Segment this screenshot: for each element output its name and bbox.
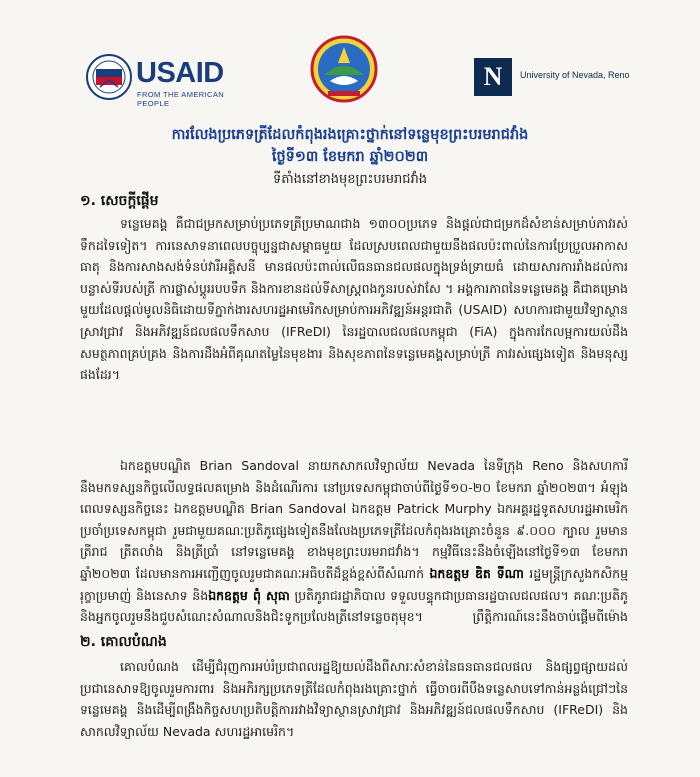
unr-n-mark: N [474,58,512,96]
paragraph-text: ទន្លេមេគង្គ គឺជាជម្រកសម្រាប់ប្រភេទត្រីប្រមាណជាង ១៣០០ប្រភេទ និងផ្តល់ជាជម្រកដ៏សំខាន់សម្រាប់ភាវរស់ទឹកដទៃទៀត។ ការនេសាទនាពេលបច្ចុប្បន្នជាសម្ពាធមួយ ដែលស្របពេលជាមួយនឹងផលប៉ះពាល់នៃការប្រែប្រួលអាកាសធាតុ និងការសាងសង់ទំនប់វារីអគ្គិសនី មានផលប៉ះពាល់លើធនធានជលផលក្នុងទ្រង់ទ្រាយធំ ដោយសារការរាំងដល់ការបន្លាស់ទីរបស់ត្រី ការផ្លាស់ប្តូររបបទឹក និងការខានដល់ទីសាស្រ្តពងកូនរបស់វាសែ ។ អង្គការភាពនៃទន្លេមេគង្គ គឺជាគម្រោងមួយដែលផ្តល់មូលនិធិដោយទីភ្នាក់ងារសហរដ្ឋអាមេរិកសម្រាប់ការអភិវឌ្ឍន៍អន្តរជាតិ (USAID) សហការជាមួយវិទ្យាស្ថានស្រាវជ្រាវ និងអភិវឌ្ឍន៍ជលផលទឹកសាប (IFReDI) នៃរដ្ឋបាលជលផលកម្ពុជា (FiA) ក្នុងការកែលម្អការយល់ដឹង សមត្ថភាពគ្រប់គ្រង និងការដឹងអំពីគុណតម្លៃនៃមុខងារ និងសុខភាពនៃទន្លេមេគង្គសម្រាប់ត្រី ភាវរស់ផ្សេងទៀត និងមនុស្សផងដែរ។ [80,216,628,383]
delegate-name: ឯកឧត្តម ពុំ សុធា [208,587,290,603]
paragraph-text: ឯកឧត្តមបណ្ឌិត Brian Sandoval នាយកសាកលវិទ្យាល័យ Nevada នៃទីក្រុង Reno និងសហការី នឹងមកទស្សនកិច្ចលើលទ្ធផលគម្រោង និងដំណើរការ នៅប្រទេសកម្ពុជាចាប់ពីថ្ងៃទី១០-២០ ខែមករា ឆ្នាំ២០២៣។ អំឡុងពេលទស្សនកិច្ចនេះ ឯកឧត្តមបណ្ឌិត Brian Sandoval ឯកឧត្តម Patrick Murphy ឯកអគ្គរដ្ឋទូតសហរដ្ឋអាមេរិកប្រចាំប្រទេសកម្ពុជា រួមជាមួយគណៈប្រតិភូផ្សេងទៀតនឹងលែងប្រភេទត្រីដែលកំពុងរងគ្រោះចំនួន ៩.០០០ ក្បាល រួមមានត្រីរាជ ត្រីតលាំង និងត្រីប្រាំ នៅទន្លេមេគង្គ ខាងមុខព្រះបរមរាជវាំង។ កម្មវិធីនេះនឹងចំឡើងនៅថ្ងៃទី១៣ ខែមករា ឆ្នាំ២០២៣ ដែលមានការអញ្ជើញចូលរួមជាគណៈអធិបតីដ៏ខ្ពង់ខ្ពស់ពីសំណាក់ [80,458,628,581]
paragraph-text: ប្រតិភូរាជរដ្ឋាភិបាល ទទួលបន្ទុកជាប្រធានរដ្ឋបាលជលផល។ គណៈប្រតិភូ និងអ្នកចូលរួមនឹងជួបសំណេះសំណាលនិងជិះទូកប្រលែងត្រីនៅទន្លេចតុមុខ។ ព្រឹត្តិការណ៍នេះនឹងចាប់ផ្តើមពីម៉ោង [80,587,628,625]
section-heading-introduction: ១. សេចក្តីផ្តើម [80,193,159,209]
intro-paragraph-2 [80,455,628,630]
objective-paragraph [80,656,628,764]
document-location: ទីតាំងនៅខាងមុខព្រះបរមរាជវាំង [273,172,427,187]
unr-name: University of Nevada, Reno [520,70,630,80]
paragraph-text: រដ្ឋមន្ត្រីក្រសួងកសិកម្ម រុក្ខាប្រមាញ់ និងនេសាទ និង [80,565,628,603]
usaid-wordmark: USAID [136,57,224,89]
document-title: ការលែងប្រភេទត្រីដែលកំពុងរងគ្រោះថ្នាក់នៅទន្លេមុខព្រះបរមរាជវាំង [171,127,529,143]
section-heading-objective: ២. គោលបំណង [80,634,167,650]
fisheries-emblem-icon [310,35,378,103]
paragraph-text: គោលបំណង ដើម្បីជំរុញការអប់រំប្រជាពលរដ្ឋឱ្យយល់ដឹងពីសារៈសំខាន់នៃធនធានជលផល និងផ្សព្វផ្សាយដល់ប្រជានេសាទឱ្យចូលរួមការពារ និងអភិរក្សប្រភេទត្រីដែលកំពុងរងគ្រោះថ្នាក់ ធ្វើចាចរពីបឹងទន្លេសាបទៅកាន់អន្លង់ជ្រៅៗនៃទន្លេមេគង្គ និងដើម្បីពង្រឹងកិច្ចសហប្រតិបត្តិការរវាងវិទ្យាស្ថានស្រាវជ្រាវ និងអភិវឌ្ឍន៍ជលផលទឹកសាប (IFReDI) និងសាកលវិទ្យាល័យ Nevada សហរដ្ឋអាមេរិក។ [80,659,628,739]
usaid-logo [86,54,246,108]
usaid-tagline: FROM THE AMERICAN PEOPLE [137,90,225,108]
usaid-seal-icon [86,54,132,100]
intro-paragraph-1 [80,213,628,453]
document-date: ថ្ងៃទី១៣ ខែមករា ឆ្នាំ២០២៣ [271,149,429,165]
minister-name: ឯកឧត្តម ឌិត ទីណា [429,565,524,581]
unr-logo [474,58,634,98]
logo-bar [0,30,700,110]
